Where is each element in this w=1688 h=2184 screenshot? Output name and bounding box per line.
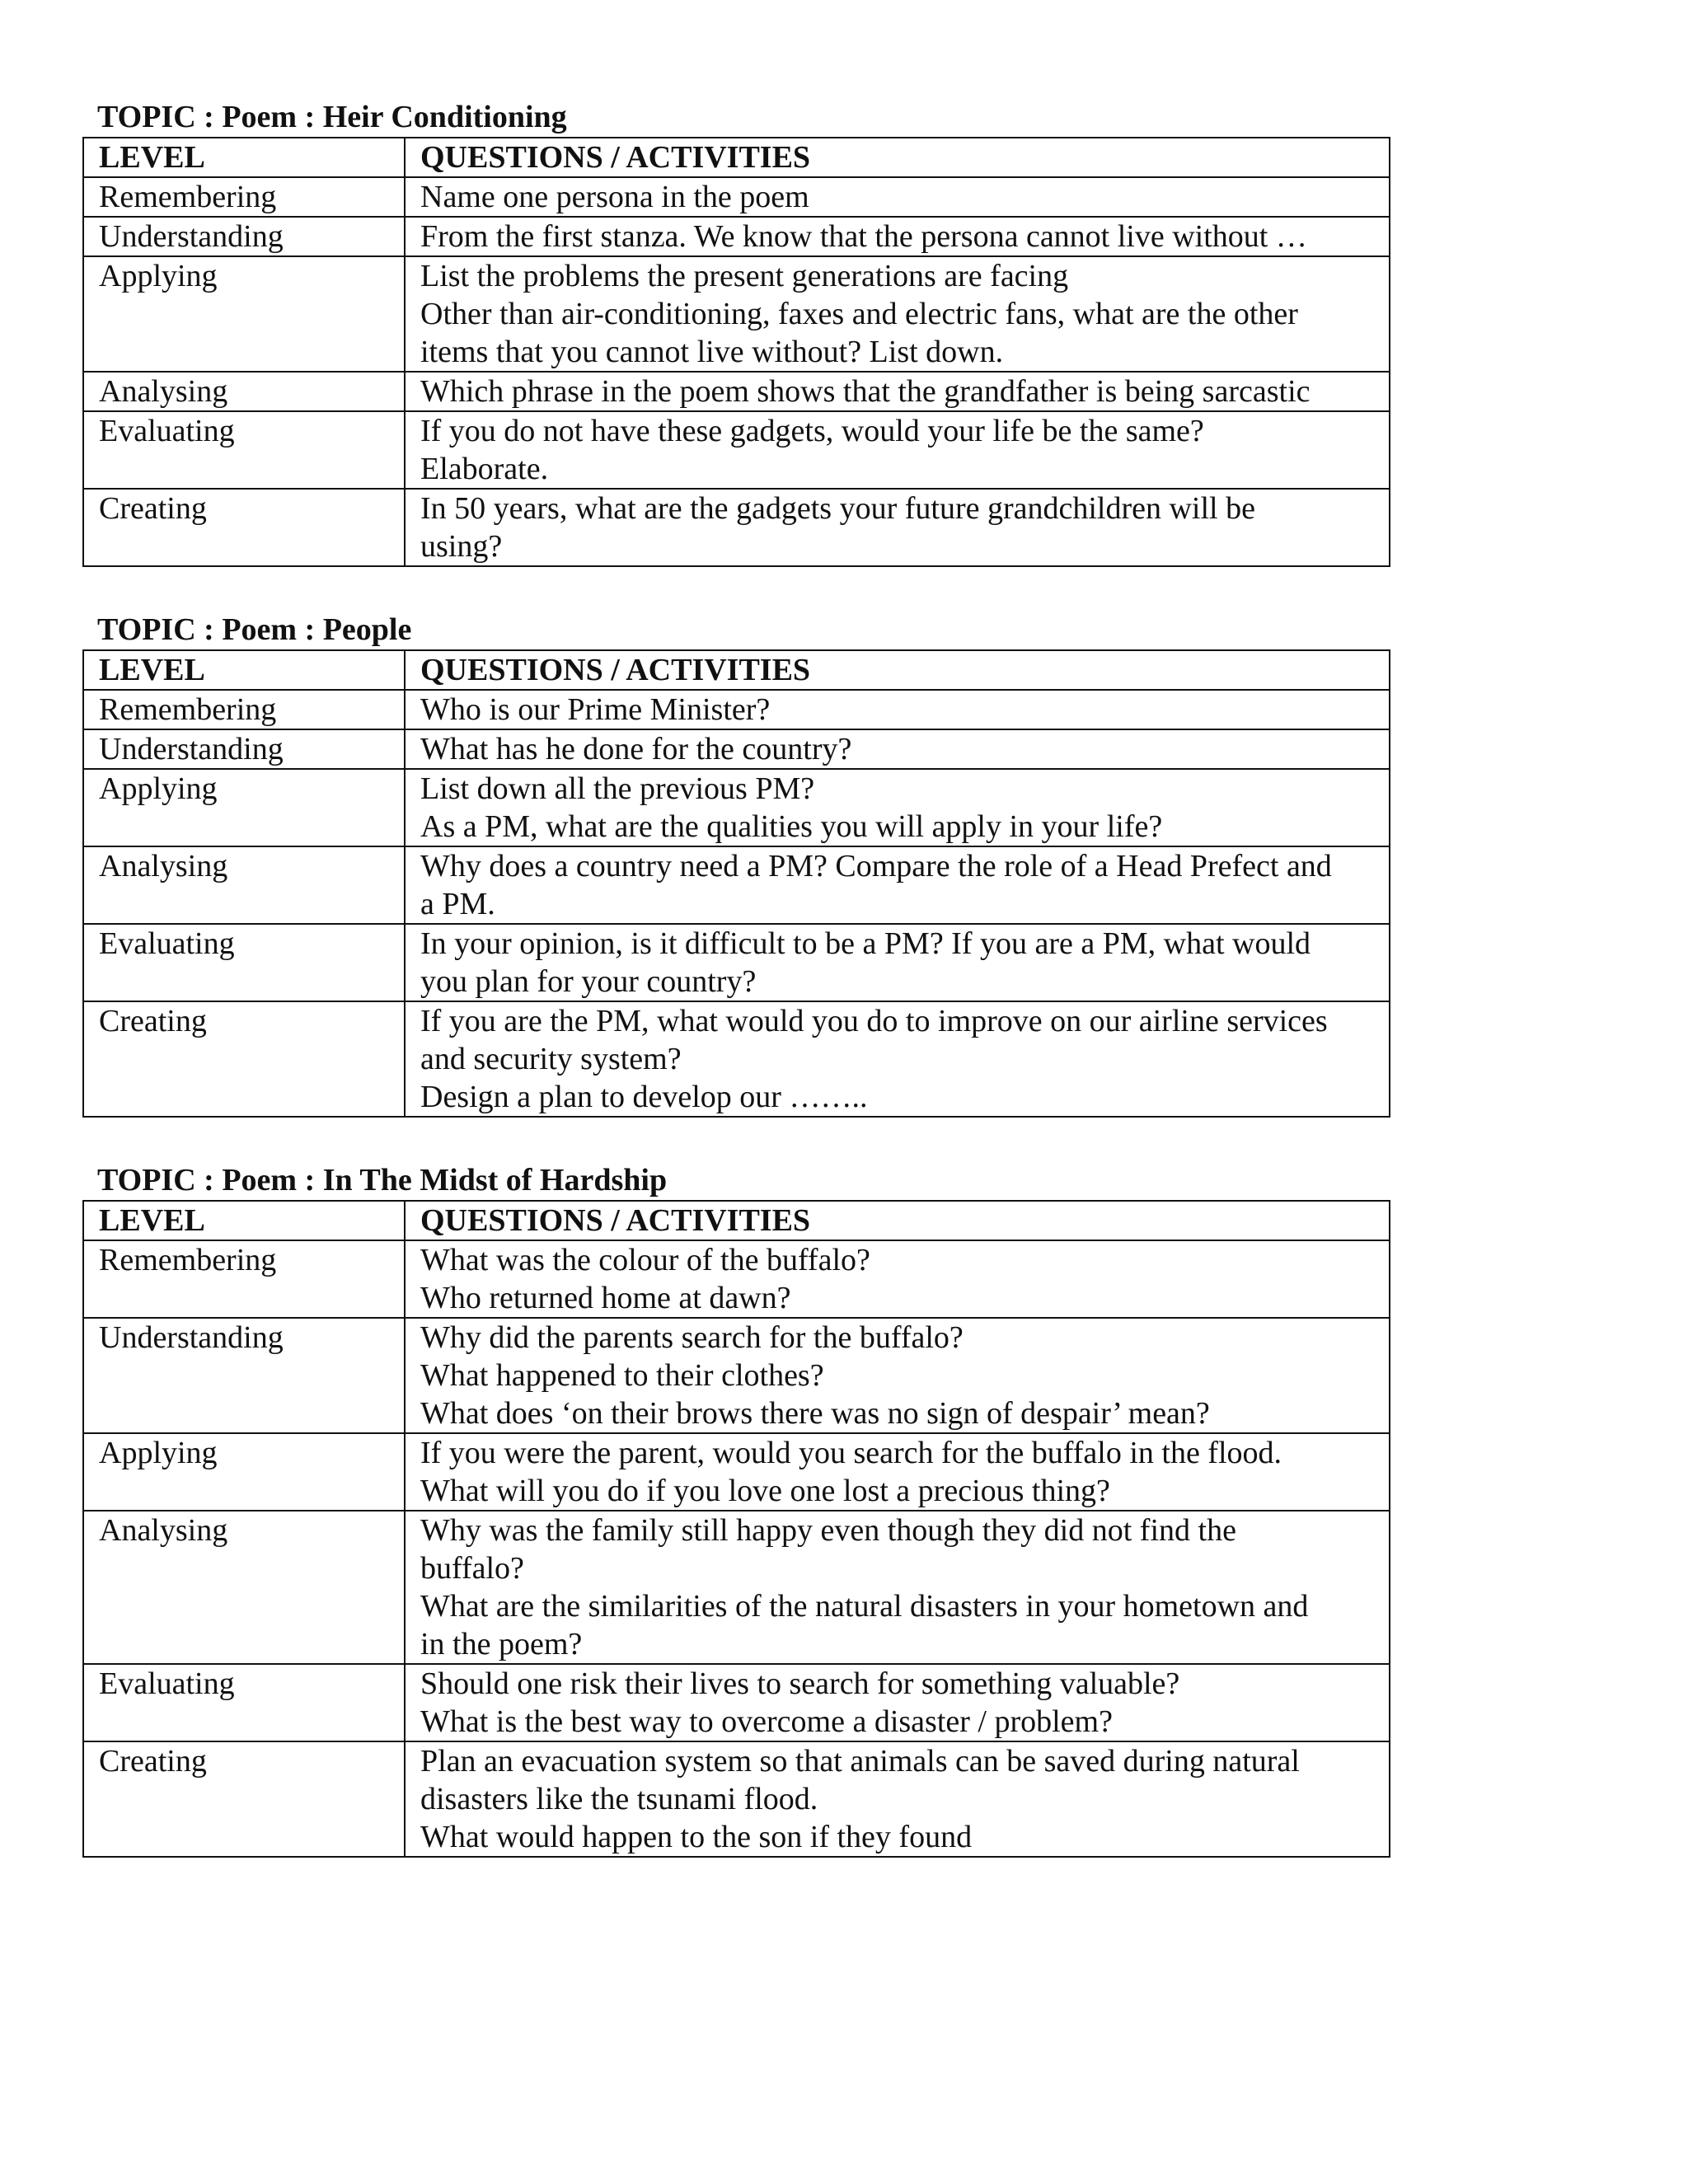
level-cell: Understanding	[83, 1318, 405, 1433]
level-cell: Analysing	[83, 1511, 405, 1664]
question-line: What are the similarities of the natural disasters in your hometown and	[420, 1589, 1309, 1624]
questions-cell	[405, 1001, 1390, 1117]
questions-header: QUESTIONS / ACTIVITIES	[405, 138, 1390, 177]
level-cell: Analysing	[83, 846, 405, 924]
table-row	[83, 1664, 1390, 1741]
question-line: Who returned home at dawn?	[420, 1281, 791, 1315]
question-line: What does ‘on their brows there was no sign of despair’ mean?	[420, 1396, 1210, 1431]
question-line: in the poem?	[420, 1627, 583, 1661]
table-header-row	[83, 1201, 1390, 1240]
table-header-row	[83, 138, 1390, 177]
questions-table	[82, 649, 1390, 1118]
level-cell: Understanding	[83, 217, 405, 256]
question-line: Which phrase in the poem shows that the grandfather is being sarcastic	[420, 374, 1311, 409]
table-row	[83, 846, 1390, 924]
question-line: disasters like the tsunami flood.	[420, 1782, 818, 1816]
question-line: In your opinion, is it difficult to be a PM? If you are a PM, what would	[420, 926, 1311, 961]
question-line: Other than air-conditioning, faxes and electric fans, what are the other	[420, 297, 1298, 331]
question-line: Who is our Prime Minister?	[420, 692, 771, 727]
table-header-row	[83, 650, 1390, 690]
question-line: using?	[420, 529, 503, 564]
table-row	[83, 1511, 1390, 1664]
level-cell: Creating	[83, 1741, 405, 1857]
question-line: If you are the PM, what would you do to improve on our airline services	[420, 1004, 1328, 1038]
question-line: items that you cannot live without? List down.	[420, 335, 1004, 369]
question-line: you plan for your country?	[420, 964, 757, 999]
level-cell: Understanding	[83, 729, 405, 769]
section-heir-conditioning	[82, 97, 1389, 567]
level-cell: Remembering	[83, 177, 405, 217]
topic-title: TOPIC : Poem : People	[97, 612, 412, 647]
question-line: Why does a country need a PM? Compare the role of a Head Prefect and	[420, 849, 1332, 883]
table-row	[83, 1741, 1390, 1857]
questions-cell	[405, 217, 1390, 256]
level-cell: Creating	[83, 489, 405, 566]
questions-cell	[405, 1511, 1390, 1664]
topic-title: TOPIC : Poem : Heir Conditioning	[97, 100, 567, 134]
question-line: What happened to their clothes?	[420, 1358, 824, 1393]
questions-cell	[405, 924, 1390, 1001]
question-line: In 50 years, what are the gadgets your future grandchildren will be	[420, 491, 1255, 526]
question-line: Name one persona in the poem	[420, 180, 809, 214]
section-in-the-midst-of-hardship	[82, 1160, 1389, 1858]
question-line: Plan an evacuation system so that animals can be saved during natural	[420, 1744, 1300, 1779]
questions-cell	[405, 690, 1390, 729]
question-line: Design a plan to develop our ……..	[420, 1080, 868, 1114]
level-cell: Evaluating	[83, 1664, 405, 1741]
question-line: If you were the parent, would you search for the buffalo in the flood.	[420, 1436, 1282, 1470]
level-header: LEVEL	[83, 650, 405, 690]
level-header: LEVEL	[83, 138, 405, 177]
level-header: LEVEL	[83, 1201, 405, 1240]
question-line: Should one risk their lives to search for something valuable?	[420, 1666, 1180, 1701]
table-row	[83, 372, 1390, 411]
question-line: What was the colour of the buffalo?	[420, 1243, 870, 1277]
questions-cell	[405, 372, 1390, 411]
question-line: buffalo?	[420, 1551, 524, 1586]
table-row	[83, 729, 1390, 769]
question-line: From the first stanza. We know that the persona cannot live without …	[420, 219, 1307, 254]
table-row	[83, 1433, 1390, 1511]
question-line: If you do not have these gadgets, would your life be the same?	[420, 414, 1204, 448]
table-row	[83, 769, 1390, 846]
table-row	[83, 256, 1390, 372]
questions-cell	[405, 1741, 1390, 1857]
questions-cell	[405, 846, 1390, 924]
questions-cell	[405, 1240, 1390, 1318]
table-row	[83, 1318, 1390, 1433]
document-page	[82, 97, 1389, 1900]
question-line: What would happen to the son if they found	[420, 1820, 973, 1854]
question-line: As a PM, what are the qualities you will apply in your life?	[420, 809, 1163, 844]
question-line: What will you do if you love one lost a precious thing?	[420, 1474, 1110, 1508]
question-line: Why did the parents search for the buffalo?	[420, 1320, 964, 1355]
table-row	[83, 177, 1390, 217]
table-row	[83, 690, 1390, 729]
level-cell: Remembering	[83, 690, 405, 729]
questions-cell	[405, 769, 1390, 846]
table-row	[83, 411, 1390, 489]
level-cell: Applying	[83, 769, 405, 846]
question-line: and security system?	[420, 1042, 682, 1076]
questions-table	[82, 137, 1390, 567]
question-line: Why was the family still happy even though they did not find the	[420, 1513, 1236, 1548]
questions-cell	[405, 1664, 1390, 1741]
topic-title: TOPIC : Poem : In The Midst of Hardship	[97, 1163, 668, 1197]
questions-cell	[405, 411, 1390, 489]
questions-cell	[405, 1318, 1390, 1433]
table-row	[83, 1001, 1390, 1117]
question-line: List the problems the present generations are facing	[420, 259, 1069, 293]
level-cell: Evaluating	[83, 411, 405, 489]
question-line: What is the best way to overcome a disaster / problem?	[420, 1704, 1113, 1739]
questions-cell	[405, 177, 1390, 217]
table-row	[83, 217, 1390, 256]
level-cell: Creating	[83, 1001, 405, 1117]
question-line: Elaborate.	[420, 452, 549, 486]
level-cell: Applying	[83, 1433, 405, 1511]
questions-header: QUESTIONS / ACTIVITIES	[405, 650, 1390, 690]
level-cell: Analysing	[83, 372, 405, 411]
level-cell: Evaluating	[83, 924, 405, 1001]
table-row	[83, 924, 1390, 1001]
questions-table	[82, 1200, 1390, 1858]
table-row	[83, 489, 1390, 566]
question-line: List down all the previous PM?	[420, 771, 815, 806]
questions-cell	[405, 1433, 1390, 1511]
level-cell: Remembering	[83, 1240, 405, 1318]
section-people	[82, 610, 1389, 1118]
question-line: What has he done for the country?	[420, 732, 852, 766]
questions-header: QUESTIONS / ACTIVITIES	[405, 1201, 1390, 1240]
level-cell: Applying	[83, 256, 405, 372]
questions-cell	[405, 489, 1390, 566]
questions-cell	[405, 256, 1390, 372]
question-line: a PM.	[420, 887, 495, 921]
table-row	[83, 1240, 1390, 1318]
questions-cell	[405, 729, 1390, 769]
